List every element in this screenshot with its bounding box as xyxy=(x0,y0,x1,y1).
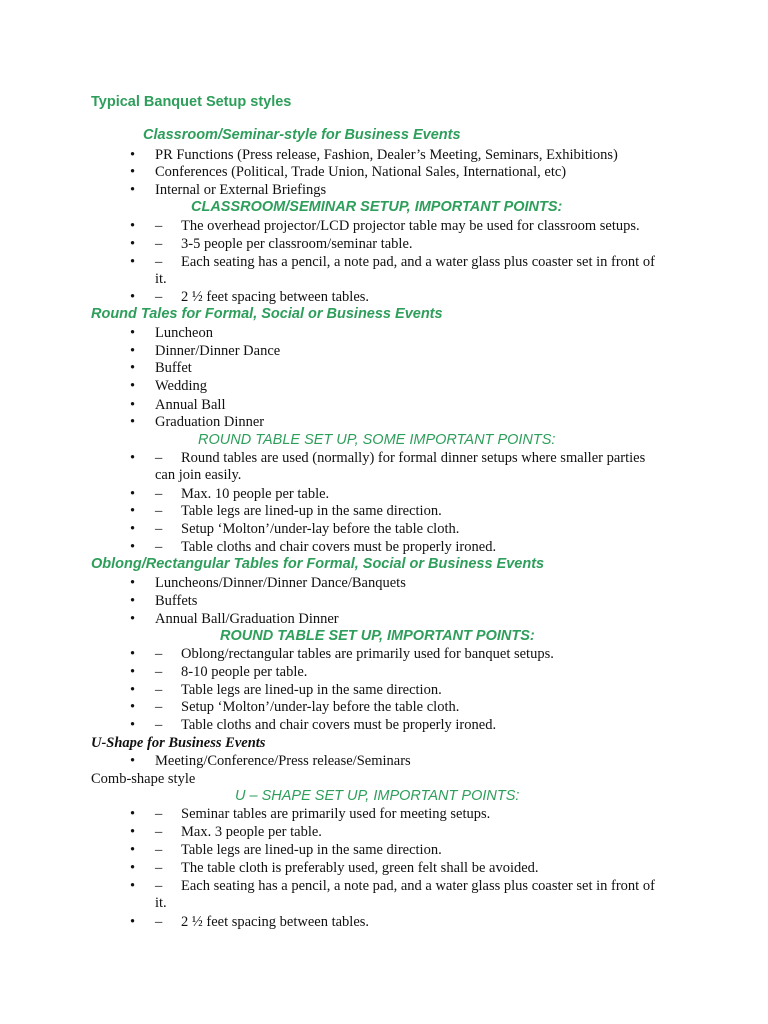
dash: – xyxy=(155,236,163,252)
bullet: • xyxy=(130,360,136,376)
bullet: • xyxy=(130,539,136,555)
dash: – xyxy=(155,806,163,822)
points-heading-ushape: U – SHAPE SET UP, IMPORTANT POINTS: xyxy=(235,788,520,804)
bullet: • xyxy=(130,806,136,822)
dash: – xyxy=(155,486,163,502)
dash: – xyxy=(155,254,163,270)
bullet: • xyxy=(130,878,136,894)
points-heading-oblong: ROUND TABLE SET UP, IMPORTANT POINTS: xyxy=(220,628,535,644)
dash: – xyxy=(155,646,163,662)
bullet: • xyxy=(130,236,136,252)
dash: – xyxy=(155,860,163,876)
bullet: • xyxy=(130,646,136,662)
dash: – xyxy=(155,503,163,519)
dash: – xyxy=(155,842,163,858)
section-heading-classroom: Classroom/Seminar-style for Business Events xyxy=(143,127,461,143)
bullet: • xyxy=(130,450,136,466)
bullet: • xyxy=(130,503,136,519)
bullet: • xyxy=(130,218,136,234)
bullet: • xyxy=(130,254,136,270)
points-heading-classroom: CLASSROOM/SEMINAR SETUP, IMPORTANT POINTS: xyxy=(191,199,563,215)
bullet: • xyxy=(130,147,136,163)
bullet: • xyxy=(130,397,136,413)
bullet: • xyxy=(130,575,136,591)
bullet: • xyxy=(130,486,136,502)
bullet: • xyxy=(130,824,136,840)
bullet: • xyxy=(130,699,136,715)
dash: – xyxy=(155,218,163,234)
dash: – xyxy=(155,878,163,894)
comb-shape-label: Comb-shape style xyxy=(91,771,196,787)
bullet: • xyxy=(130,325,136,341)
bullet: • xyxy=(130,164,136,180)
bullet: • xyxy=(130,521,136,537)
bullet: • xyxy=(130,593,136,609)
bullet: • xyxy=(130,664,136,680)
bullet: • xyxy=(130,860,136,876)
dash: – xyxy=(155,699,163,715)
section-heading-ushape: U-Shape for Business Events xyxy=(91,735,266,751)
dash: – xyxy=(155,664,163,680)
bullet: • xyxy=(130,914,136,930)
bullet: • xyxy=(130,842,136,858)
bullet: • xyxy=(130,611,136,627)
page-title: Typical Banquet Setup styles xyxy=(91,94,292,110)
dash: – xyxy=(155,682,163,698)
bullet: • xyxy=(130,717,136,733)
points-heading-round: ROUND TABLE SET UP, SOME IMPORTANT POINTS: xyxy=(198,432,556,448)
bullet: • xyxy=(130,289,136,305)
bullet: • xyxy=(130,378,136,394)
bullet: • xyxy=(130,182,136,198)
bullet: • xyxy=(130,414,136,430)
section-heading-round: Round Tales for Formal, Social or Business Events xyxy=(91,306,443,322)
dash: – xyxy=(155,824,163,840)
section-heading-oblong: Oblong/Rectangular Tables for Formal, Social or Business Events xyxy=(91,556,545,572)
dash: – xyxy=(155,914,163,930)
dash: – xyxy=(155,289,163,305)
bullet: • xyxy=(130,753,136,769)
dash: – xyxy=(155,521,163,537)
dash: – xyxy=(155,717,163,733)
bullet: • xyxy=(130,682,136,698)
dash: – xyxy=(155,450,163,466)
dash: – xyxy=(155,539,163,555)
bullet: • xyxy=(130,343,136,359)
